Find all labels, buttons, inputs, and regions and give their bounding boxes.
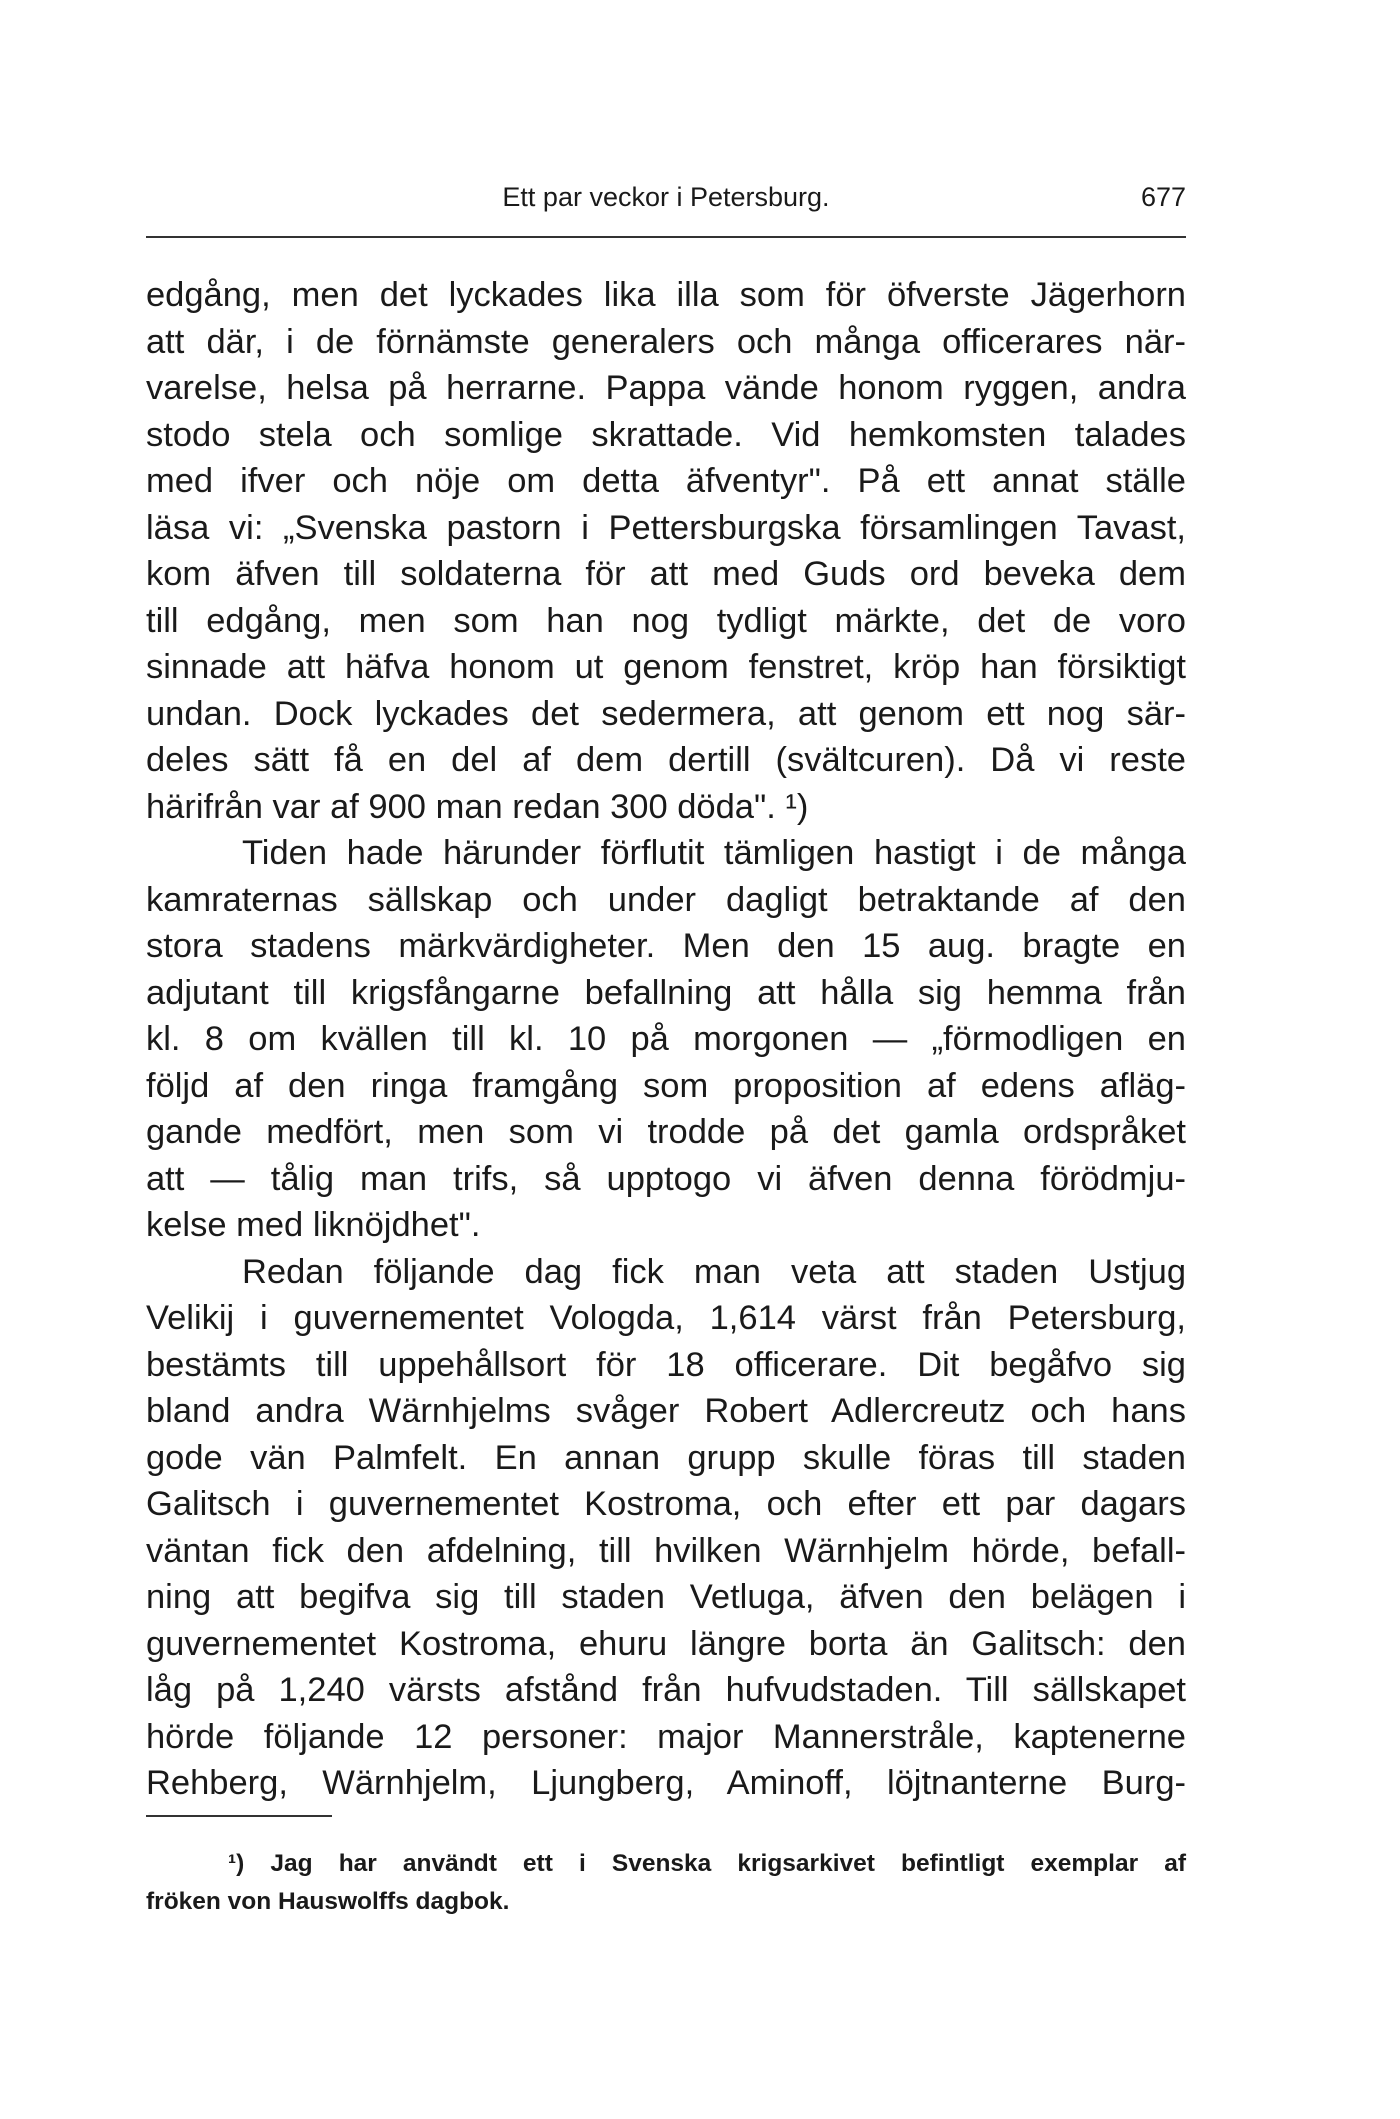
text-line: kl. 8 om kvällen till kl. 10 på morgonen — „förmodligen en xyxy=(146,1020,1186,1058)
text-line: att där, i de förnämste generalers och många officerares när- xyxy=(146,322,1186,361)
footnote-line: ¹) Jag har användt ett i Svenska krigsarkivet befintligt exemplar af xyxy=(228,1850,1186,1877)
text-line: kom äfven till soldaterna för att med Guds ord beveka dem xyxy=(146,555,1186,593)
text-line: läsa vi: „Svenska pastorn i Pettersburgska församlingen Tavast, xyxy=(146,508,1186,547)
text-line: adjutant till krigsfångarne befallning att hålla sig hemma från xyxy=(146,973,1186,1012)
text-line: Redan följande dag fick man veta att staden Ustjug xyxy=(242,1252,1186,1291)
text-line: Rehberg, Wärnhjelm, Ljungberg, Aminoff, löjtnanterne Burg- xyxy=(146,1764,1186,1802)
text-line: edgång, men det lyckades lika illa som för öfverste Jägerhorn xyxy=(146,276,1186,314)
text-line: guvernementet Kostroma, ehuru längre borta än Galitsch: den xyxy=(146,1624,1186,1663)
text-line: kamraternas sällskap och under dagligt betraktande af den xyxy=(146,880,1186,919)
text-line: gande medfört, men som vi trodde på det gamla ordspråket xyxy=(146,1113,1186,1151)
page-header xyxy=(146,182,1186,228)
running-title: Ett par veckor i Petersburg. xyxy=(502,182,830,212)
text-line: till edgång, men som han nog tydligt märkte, det de voro xyxy=(146,601,1186,640)
text-line: ning att begifva sig till staden Vetluga, äfven den belägen i xyxy=(146,1578,1186,1616)
text-line: varelse, helsa på herrarne. Pappa vände honom ryggen, andra xyxy=(146,369,1186,407)
text-line: med ifver och nöje om detta äfventyr". På ett annat ställe xyxy=(146,462,1186,500)
text-line: Galitsch i guvernementet Kostroma, och efter ett par dagars xyxy=(146,1485,1186,1523)
text-line: att — tålig man trifs, så upptogo vi äfven denna förödmju- xyxy=(146,1159,1186,1198)
text-line: deles sätt få en del af dem dertill (svältcuren). Då vi reste xyxy=(146,741,1186,779)
text-line: låg på 1,240 värsts afstånd från hufvudstaden. Till sällskapet xyxy=(146,1671,1186,1709)
text-line: kelse med liknöjdhet". xyxy=(146,1206,481,1244)
header-rule xyxy=(146,236,1186,238)
page-number: 677 xyxy=(1140,182,1186,212)
text-line: bland andra Wärnhjelms svåger Robert Adlercreutz och hans xyxy=(146,1392,1186,1430)
text-line: hörde följande 12 personer: major Mannerstråle, kaptenerne xyxy=(146,1717,1186,1756)
text-line: stora stadens märkvärdigheter. Men den 15 aug. bragte en xyxy=(146,927,1186,965)
text-line: härifrån var af 900 man redan 300 döda". ¹) xyxy=(146,787,809,826)
footnote-line: fröken von Hauswolffs dagbok. xyxy=(146,1888,510,1915)
text-line: Velikij i guvernementet Vologda, 1,614 värst från Petersburg, xyxy=(146,1299,1186,1337)
body-text xyxy=(146,272,1186,1807)
text-line: sinnade att häfva honom ut genom fenstret, kröp han försiktigt xyxy=(146,648,1186,686)
footnote-rule xyxy=(146,1815,332,1817)
text-line: väntan fick den afdelning, till hvilken Wärnhjelm hörde, befall- xyxy=(146,1531,1186,1570)
text-line: undan. Dock lyckades det sedermera, att genom ett nog sär- xyxy=(146,694,1186,733)
text-line: bestämts till uppehållsort för 18 officerare. Dit begåfvo sig xyxy=(146,1345,1186,1384)
text-line: gode vän Palmfelt. En annan grupp skulle föras till staden xyxy=(146,1438,1186,1477)
text-line: följd af den ringa framgång som proposition af edens afläg- xyxy=(146,1066,1186,1105)
footnote xyxy=(146,1845,1186,1921)
text-line: stodo stela och somlige skrattade. Vid hemkomsten talades xyxy=(146,415,1186,454)
text-line: Tiden hade härunder förflutit tämligen hastigt i de många xyxy=(242,834,1186,872)
